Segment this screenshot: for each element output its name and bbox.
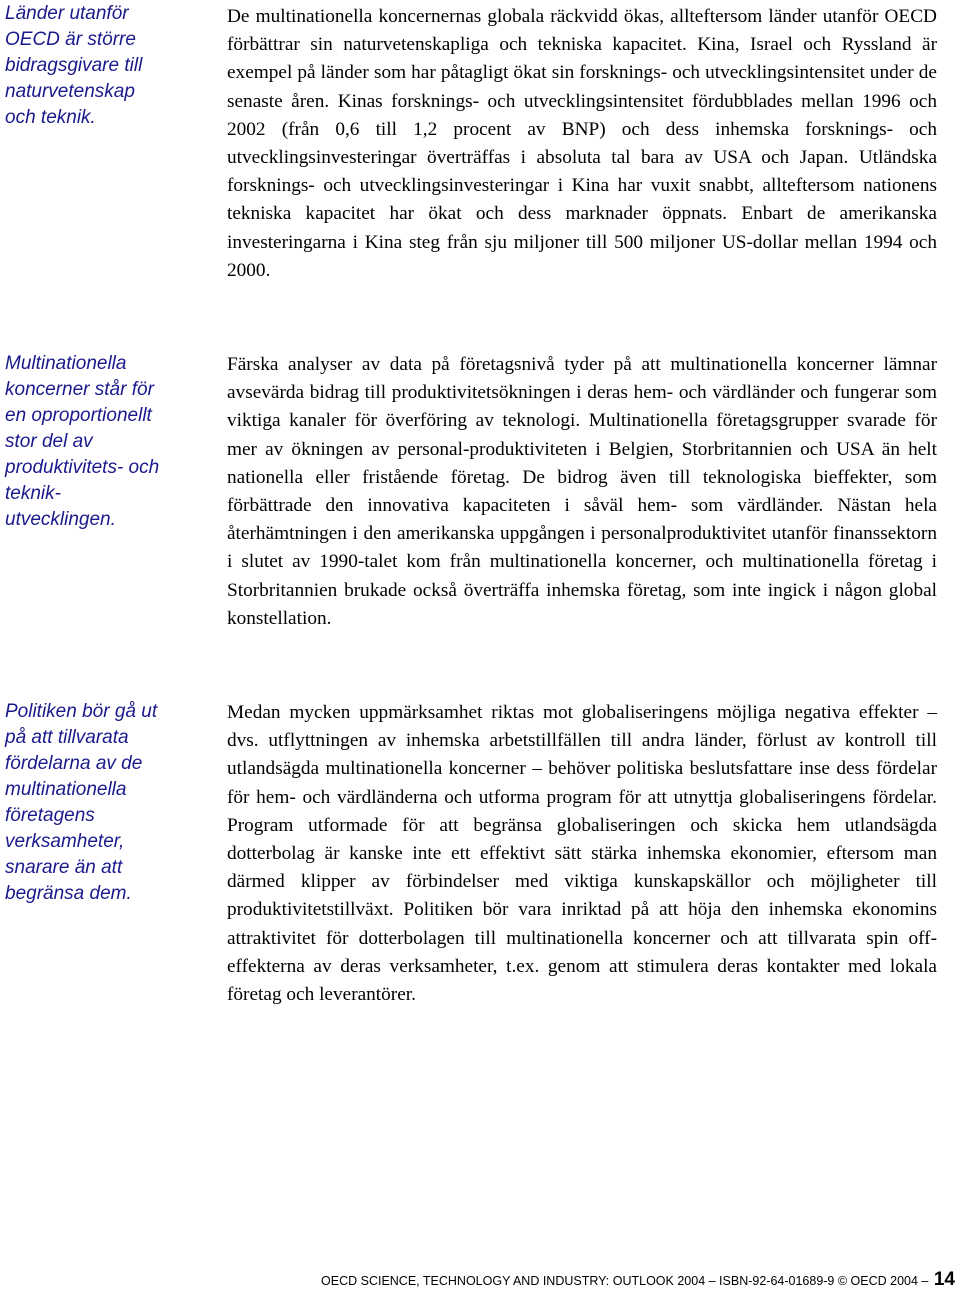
footer-citation: OECD SCIENCE, TECHNOLOGY AND INDUSTRY: OUTLOOK 2004 – ISBN-92-64-01689-9 © OECD 2004 – bbox=[321, 1274, 929, 1288]
paragraph-3: Medan mycken uppmärksamhet riktas mot globaliseringens möjliga negativa effekter – dvs. utflyttningen av inhemska arbetstillfällen till andra länder, förlust av kontroll till utlandsägda multinationella koncerner – behöver politiska beslutsfattare inse dess fördelar för hem- och värdländerna och utforma program för att utnyttja globaliseringens fördelar. Program utformade för att begränsa globaliseringen och skicka hem utlandsägda dotterbolag är kanske inte ett effektivt sätt stärka inhemska ekonomier, eftersom man därmed klipper av förbindelser med viktiga kunskapskällor och möjligheter till produktivitetstillväxt. Politiken bör vara inriktad på att höja den inhemska ekonomins attraktivitet för dotterbolagen till multinationella koncerner och att tillvarata spin off-effekterna av deras verksamheter, t.ex. genom att stimulera deras kontakter med lokala företag och leverantörer. bbox=[227, 702, 937, 1006]
paragraph-1: De multinationella koncernernas globala räckvidd ökas, allteftersom länder utanför OECD förbättrar sin naturvetenskapliga och tekniska kapacitet. Kina, Israel och Ryssland är exempel på länder som har påtagligt ökat sin forsknings- och utvecklingsintensitet under de senaste åren. Kinas forsknings- och utvecklingsintensitet fördubblades mellan 1996 och 2002 (från 0,6 till 1,2 procent av BNP) och dess inhemska forsknings- och utvecklingsinvesteringar överträffas i absoluta tal bara av USA och Japan. Utländska forsknings- och utvecklingsinvesteringar i Kina har vuxit snabbt, allteftersom nationens tekniska kapacitet har ökat och dess marknader öppnats. Enbart de amerikanska investeringarna i Kina steg från sju miljoner till 500 miljoner US-dollar mellan 1994 och 2000. bbox=[227, 6, 937, 281]
margin-note-3: Politiken bör gå ut på att tillvarata fördelarna av de multinationella företagens verksamheter, snarare än att begränsa dem. bbox=[5, 701, 158, 904]
margin-note-1: Länder utanför OECD är större bidragsgivare till naturvetenskap och teknik. bbox=[5, 3, 143, 128]
margin-note-2: Multinationella koncerner står för en oproportionellt stor del av produktivitets- och teknik- utvecklingen. bbox=[5, 353, 160, 530]
page-footer bbox=[321, 1270, 955, 1291]
paragraph-2: Färska analyser av data på företagsnivå tyder på att multinationella koncerner lämnar avsevärda bidrag till produktivitetsökningen i deras hem- och värdländer och fungerar som viktiga kanaler för överföring av teknologi. Multinationella företagsgrupper svarade för mer av ökningen av personal-produktiviteten i Belgien, Storbritannien och USA än helt nationella eller fristående företag. De bidrog även till teknologiska bieffekter, som förbättrade den innovativa kapaciteten i såväl hem- som värdländer. Nästan hela återhämtningen i den amerikanska uppgången i personalproduktivitet utanför finanssektorn i slutet av 1990-talet kom från multinationella koncerner, och multinationella företag i Storbritannien brukade också överträffa inhemska företag, som inte ingick i någon global konstellation. bbox=[227, 354, 937, 629]
page-number: 14 bbox=[933, 1269, 955, 1290]
